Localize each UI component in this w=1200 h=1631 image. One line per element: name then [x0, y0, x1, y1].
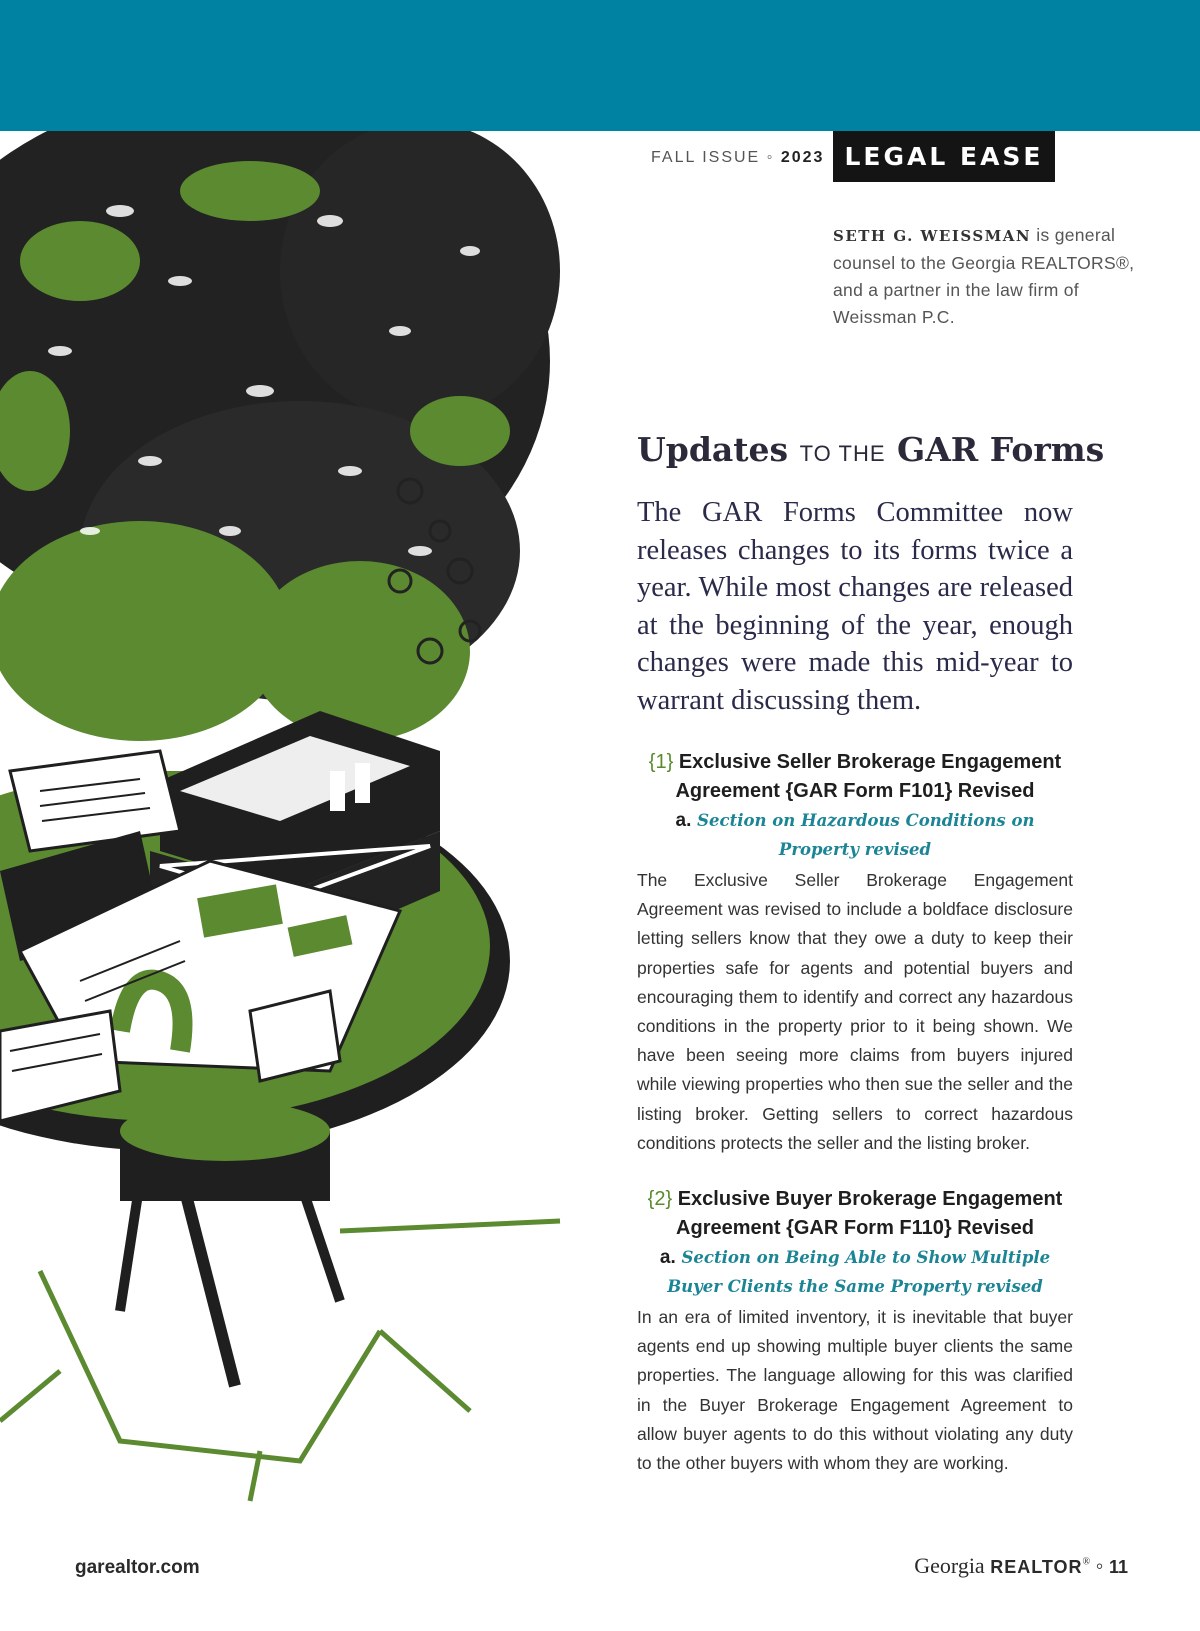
item-1-number: {1}: [648, 751, 674, 773]
footer-website[interactable]: garealtor.com: [75, 1557, 200, 1578]
footer-page-info: [914, 1553, 1128, 1579]
page-number: 11: [1108, 1557, 1128, 1577]
item-1-title: Exclusive Seller Brokerage Engagement Agreement {GAR Form F101} Revised: [675, 751, 1062, 802]
article-headline: [637, 430, 1105, 469]
registered-mark: ®: [1082, 1556, 1091, 1568]
tree-foliage: [0, 131, 560, 741]
item-1-heading: [637, 748, 1073, 806]
issue-year: 2023: [780, 149, 825, 166]
article-lead: The GAR Forms Committee now releases changes to its forms twice a year. While most changes are released at the beginning of the year, enough changes were made this mid-year to warrant discussing them.: [637, 497, 1073, 716]
section-tag: LEGAL EASE: [833, 131, 1055, 182]
issue-bullet: ◦: [766, 149, 775, 166]
author-name: SETH G. WEISSMAN: [833, 227, 1032, 245]
headline-part3: GAR Forms: [897, 430, 1105, 469]
top-color-band: [0, 0, 1200, 131]
author-description: is general counsel to the Georgia REALTORS®, and a partner in the law firm of Weissman P.C.: [833, 225, 1135, 327]
item-2-sub-title: Section on Being Able to Show Multiple Buyer Clients the Same Property revised: [667, 1248, 1051, 1296]
item-1-sub-title: Section on Hazardous Conditions on Property revised: [697, 811, 1035, 859]
magazine-brand: REALTOR: [990, 1557, 1083, 1577]
issue-season: FALL ISSUE: [651, 149, 761, 166]
footer-bullet: ◦: [1095, 1553, 1104, 1578]
item-2-title: Exclusive Buyer Brokerage Engagement Agreement {GAR Form F110} Revised: [676, 1188, 1063, 1239]
author-bio: [833, 222, 1153, 331]
item-1-sub-letter: a.: [675, 810, 692, 831]
magazine-name: Georgia: [914, 1553, 985, 1578]
headline-part2: TO THE: [799, 441, 886, 466]
garden-table-illustration: [0, 131, 590, 1531]
item-2-subheading: [637, 1243, 1073, 1301]
item-1-body: The Exclusive Seller Brokerage Engagement Agreement was revised to include a boldface disclosure letting sellers know that they owe a duty to keep their properties safe for agents and potential buyers and encouraging them to identify and correct any hazardous conditions in the property prior to it being shown. We have been seeing more claims from buyers injured while viewing properties who then sue the seller and the listing broker. Getting sellers to correct hazardous conditions protects the seller and the listing broker.: [637, 870, 1073, 1153]
ground-lines: [0, 1221, 560, 1501]
item-2-sub-letter: a.: [659, 1247, 676, 1268]
headline-part1: Updates: [637, 430, 789, 469]
item-1-subheading: [637, 806, 1073, 864]
item-2-heading: [637, 1185, 1073, 1243]
issue-label: [651, 149, 824, 167]
item-2-number: {2}: [647, 1188, 673, 1210]
item-2-body: In an era of limited inventory, it is inevitable that buyer agents end up showing multiple buyer clients the same properties. The language allowing for this was clarified in the Buyer Brokerage Engagement Agreement to allow buyer agents to do this without violating any duty to the other buyers with whom they are working.: [637, 1307, 1073, 1474]
